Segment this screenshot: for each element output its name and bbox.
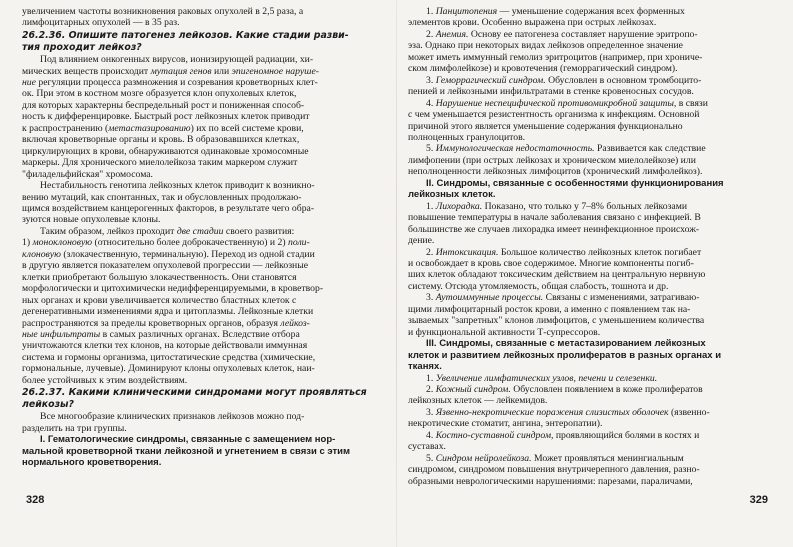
text-paragraph: Все многообразие клинических признаков лейкозов можно под- разделить на три группы. <box>22 411 305 434</box>
right-page <box>408 6 776 518</box>
emphasis: Кожный синдром. <box>435 383 511 395</box>
list-hematologic <box>408 6 776 178</box>
emphasis: ние <box>22 77 36 88</box>
list-item <box>408 75 776 98</box>
list-item <box>408 407 776 430</box>
emphasis: Иммунологическая недостаточность. <box>435 143 595 155</box>
heading-text: I. Гематологические синдромы, связанные с замещением нор- мальной кроветворной ткани лейкозной и угнетением в связи с этим нормального кроветворения. <box>22 434 351 469</box>
emphasis: поли- <box>288 237 310 249</box>
emphasis: клоновую <box>22 248 61 260</box>
list-item <box>408 453 776 487</box>
text-paragraph: 5. Иммунологическая недостаточность. Развивается как следствие лимфопении (при острых лейкозах и хроническом миелолейкозе) или неполноценности лейкозных лимфоцитов (хронический лимфолейкоз). <box>408 143 706 178</box>
list-item <box>408 384 776 407</box>
emphasis: Костно-суставной синдром, <box>435 429 554 441</box>
text-paragraph: 2. Анемия. Основу ее патогенеза составляет нарушение эритропо- эза. Однако при некоторых видах лейкозов определенное значение может иметь иммунный гемолиз эритроцитов (например, при хрониче- ском лимфолейкозе) и кровотечения (геморрагический синдром). <box>408 28 703 75</box>
emphasis: Нарушение неспецифической противомикробной защиты, <box>435 97 677 109</box>
list-item <box>408 6 776 29</box>
emphasis: Анемия. <box>435 28 469 40</box>
emphasis: Панцитопения <box>435 6 498 17</box>
question-number: 26.2.36. <box>22 29 66 41</box>
list-item <box>408 98 776 144</box>
text-paragraph: 3. Язвенно-некротические поражения слизистых оболочек (язвенно- некротические стоматит, ангина, энтеропатии). <box>408 406 710 430</box>
text-paragraph: Нестабильность генотипа лейкозных клеток приводит к возникно- вению мутаций, как спонтанных, так и обусловленных продолжаю- щимся воздействием канцерогенных факторов, в результате чего обра- зуются новые опухолевые клоны. <box>22 180 315 226</box>
text-paragraph: 5. Синдром нейролейкоза. Может проявляться менингиальным синдромом, синдромом повышения внутричерепного давления, разно- образными неврологическими нарушениями: парезами, параличами, <box>408 452 700 487</box>
heading-functional-syndromes <box>408 178 776 201</box>
paragraph-stages <box>22 226 390 386</box>
left-page <box>22 6 390 518</box>
question-26-2-37 <box>22 387 390 410</box>
emphasis: эпигеномное наруше- <box>231 65 320 77</box>
emphasis: Увеличение лимфатических узлов, печени и селезенки. <box>435 372 658 384</box>
list-item <box>408 373 776 384</box>
text-paragraph: 2. Кожный синдром. Обусловлен появлением в коже пролифератов лейкозных клеток — лейкемидов. <box>408 383 703 407</box>
heading-metastatic-syndromes <box>408 338 776 372</box>
list-item <box>408 201 776 247</box>
text-paragraph: 3. Аутоиммунные процессы. Связаны с изменениями, затрагиваю- щими лимфоцитарный росток крови, а именно с появлением так на- зываемых "запретных" клонов лимфоцитов, с уменьшением количества и функциональной активности Т-супрессоров. <box>408 292 705 338</box>
text-paragraph: 1. Лихорадка. Показано, что только у 7–8% больных лейкозами повышение температуры в начале заболевания связано с инфекцией. В большинстве же случаев лихорадка имеет неинфекционное происхож- дение. <box>408 200 701 247</box>
list-item <box>408 292 776 338</box>
emphasis: ные инфильтраты <box>22 328 101 340</box>
question-text: Какими клиническими синдромами могут проявляться <box>68 387 367 399</box>
text-paragraph: 4. Нарушение неспецифической противомикробной защиты, в связи с чем уменьшается резистентность организма к инфекциям. Основной причиной этого является уменьшение содержания функционально полноценных гранулоцитов. <box>408 97 708 143</box>
text-paragraph: 3. Геморрагический синдром. Обусловлен в основном тромбоцито- пенией и лейкозными инфильтратами в стенке кровеносных сосудов. <box>408 74 702 98</box>
emphasis: мутация генов <box>150 65 212 77</box>
text-paragraph: 1. Увеличение лимфатических узлов, печени и селезенки. <box>426 372 658 384</box>
paragraph-pathogenesis <box>22 54 390 180</box>
page-gutter <box>396 0 397 547</box>
question-text-cont: лейкозы? <box>22 398 74 410</box>
heading-hematologic-syndromes <box>22 434 390 468</box>
paragraph-instability <box>22 180 390 226</box>
emphasis: Язвенно-некротические поражения слизистых оболочек <box>435 406 669 418</box>
list-item <box>408 143 776 177</box>
paragraph-continued <box>22 6 390 29</box>
page-number: 328 <box>26 493 45 506</box>
emphasis: моноклоновую <box>32 237 93 249</box>
text-paragraph: 1. Панцитопения — уменьшение содержания всех форменных элементов крови. Особенно выражена при острых лейкозах. <box>408 6 685 29</box>
question-number: 26.2.37. <box>22 387 66 399</box>
emphasis: две стадии <box>176 225 224 237</box>
question-26-2-36 <box>22 30 390 53</box>
emphasis: лейкоз- <box>280 317 310 329</box>
question-text: Опишите патогенез лейкозов. Какие стадии разви- <box>68 29 349 41</box>
text-paragraph: 4. Костно-суставной синдром, проявляющийся болями в костях и суставах. <box>408 429 700 453</box>
text-paragraph: Таким образом, лейкоз проходит две стадии своего развития: 1) моноклоновую (относительно более доброкачественную) и 2) поли- клоновую (злокачественную, терминальную). Переход из одной стадии в другую является показателем опухолевой прогрессии — лейкозные клетки приобретают большую злокачественность. Они становятся морфологически и цитохимически недифференцируемыми, в кроветвор- ных органах и крови увеличивается количество бластных клеток с дегенеративными изменениями ядра и цитоплазмы. Лейкозные клетки распространяются за пределы кроветворных органов, образуя лейкоз- ные инфильтраты в самых различных органах. Вследствие отбора уничтожаются клетки тех клонов, на которые действовали иммунная система и гормоны организма, цитостатические средства (химические, гормональные, лучевые). Доминируют клоны опухолевых клеток, наи- более устойчивых к этим воздействиям. <box>22 225 324 386</box>
list-metastatic <box>408 373 776 488</box>
emphasis: Геморрагический синдром. <box>435 74 546 86</box>
emphasis: Аутоиммунные процессы. <box>435 292 544 304</box>
list-item <box>408 430 776 453</box>
question-text-cont: тия проходит лейкоз? <box>22 41 142 53</box>
emphasis: Синдром нейролейкоза. <box>435 452 532 464</box>
paragraph-groups <box>22 411 390 434</box>
emphasis: метастазированию <box>108 122 191 134</box>
emphasis: Лихорадка. <box>435 200 483 212</box>
emphasis: Интоксикация. <box>435 246 499 258</box>
list-functional <box>408 201 776 338</box>
heading-text: II. Синдромы, связанные с особенностями функционирования лейкозных клеток. <box>408 177 724 201</box>
list-item <box>408 247 776 293</box>
list-item <box>408 29 776 75</box>
text-paragraph: увеличением частоты возникновения раковых опухолей в 2,5 раза, а лимфоцитарных опухолей — в 35 раз. <box>22 6 304 29</box>
text-paragraph: Под влиянием онкогенных вирусов, ионизирующей радиации, хи- мических веществ происходит мутация генов или эпигеномное наруше- ние регуляции процесса размножения и созревания кроветворных клет- ок. При этом в костном мозге образуется клон опухолевых клеток, для которых характерны беспредельный рост и пониженная способ- ность к дифференцировке. Быстрый рост лейкозных клеток приводит к распространению (метастазированию) их по всей системе крови, включая кроветворные органы и кровь. В образовавшихся клетках, циркулирующих в крови, обнаруживаются одинаковые хромосомные маркеры. Для хронического миелолейкоза таким маркером служит "филадельфийская" хромосома. <box>22 54 320 180</box>
text-paragraph: 2. Интоксикация. Большое количество лейкозных клеток погибает и освобождает в кровь свое содержимое. Многие компоненты погиб- ших клеток обладают токсическим действием на центральную нервную систему. Отсюда утомляемость, общая слабость, тошнота и др. <box>408 246 706 292</box>
page-number: 329 <box>749 493 768 506</box>
heading-text: III. Синдромы, связанные с метастазированием лейкозных клеток и развитием лейкозных пролифератов в разных органах и тканях. <box>408 338 722 373</box>
